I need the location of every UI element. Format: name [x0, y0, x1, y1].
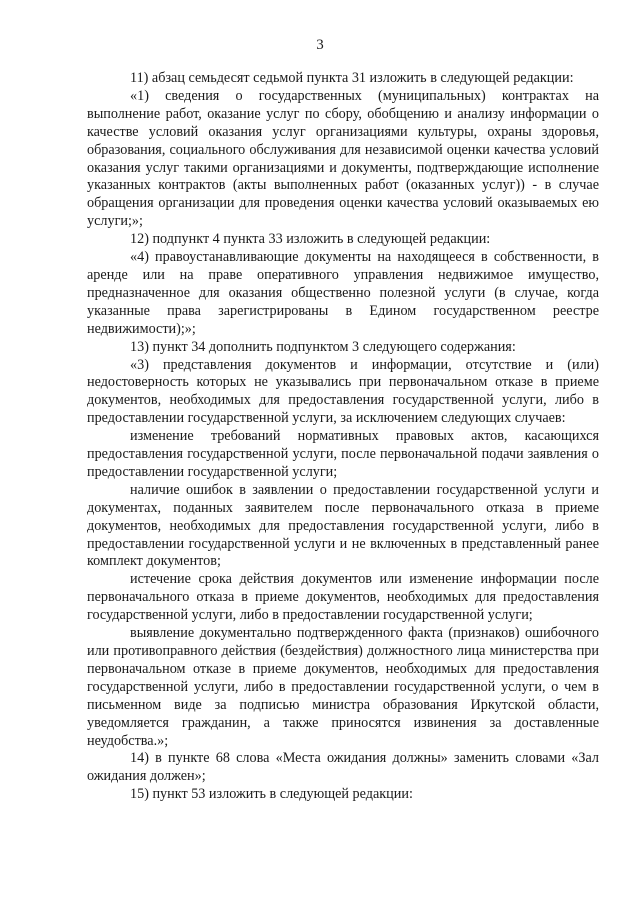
paragraph-item-11: 11) абзац семьдесят седьмой пункта 31 изложить в следующей редакции: [130, 70, 574, 86]
paragraph-case-3: истечение срока действия документов или изменение информации после первоначального отказа в приеме документов, необходимых для предоставления государственной услуги, либо в предоставлении государственной услуги; [87, 571, 599, 624]
document-body [87, 70, 599, 804]
paragraph-case-1: изменение требований нормативных правовых актов, касающихся предоставления государственной услуги, после первоначальной подачи заявления о предоставлении государственной услуги; [87, 428, 599, 480]
paragraph-quote-1: «1) сведения о государственных (муниципальных) контрактах на выполнение работ, оказание услуг по сбору, обобщению и анализу информации о качестве условий оказания услуг организациями культуры, охраны здоровья, образования, социального обслуживания для независимой оценки качества условий оказания услуг такими организациями и документы, подтверждающие исполнение указанных контрактов (акты выполненных работ (оказанных услуг)) - в случае обращения организации для проведения оценки качества условий оказываемых ею услуги;»; [87, 87, 599, 230]
paragraph-case-2: наличие ошибок в заявлении о предоставлении государственной услуги и документах, поданных заявителем после первоначального отказа в приеме документов, необходимых для предоставления государственной услуги, либо в предоставлении государственной услуги и не включенных в представленный ранее комплект документов; [87, 481, 599, 570]
paragraph-item-14: 14) в пункте 68 слова «Места ожидания должны» заменить словами «Зал ожидания должен»; [87, 750, 599, 785]
paragraph-item-13: 13) пункт 34 дополнить подпунктом 3 следующего содержания: [130, 338, 516, 355]
paragraph-item-12: 12) подпункт 4 пункта 33 изложить в следующей редакции: [130, 231, 491, 248]
paragraph-quote-3: «3) представления документов и информации, отсутствие и (или) недостоверность которых не указывались при первоначальном отказе в приеме документов, необходимых для предоставления государственной услуги, либо в предоставлении государственной услуги, за исключением следующих случаев: [87, 356, 599, 427]
page-number: 3 [316, 37, 324, 53]
paragraph-item-15: 15) пункт 53 изложить в следующей редакции: [130, 786, 413, 803]
paragraph-case-4: выявление документально подтвержденного факта (признаков) ошибочного или противоправного действия (бездействия) должностного лица министерства при первоначальном отказе в приеме документов, необходимых для предоставления государственной услуги, либо в предоставлении государственной услуги, о чем в письменном виде за подписью министра образования Иркутской области, уведомляется гражданин, а также приносятся извинения за доставленные неудобства.»; [87, 625, 599, 749]
paragraph-quote-4: «4) правоустанавливающие документы на находящееся в собственности, в аренде или на праве оперативного управления недвижимое имущество, предназначенное для оказания общественно полезной услуги (в случае, когда указанные права зарегистрированы в Едином государственном реестре недвижимости);»; [87, 249, 599, 337]
